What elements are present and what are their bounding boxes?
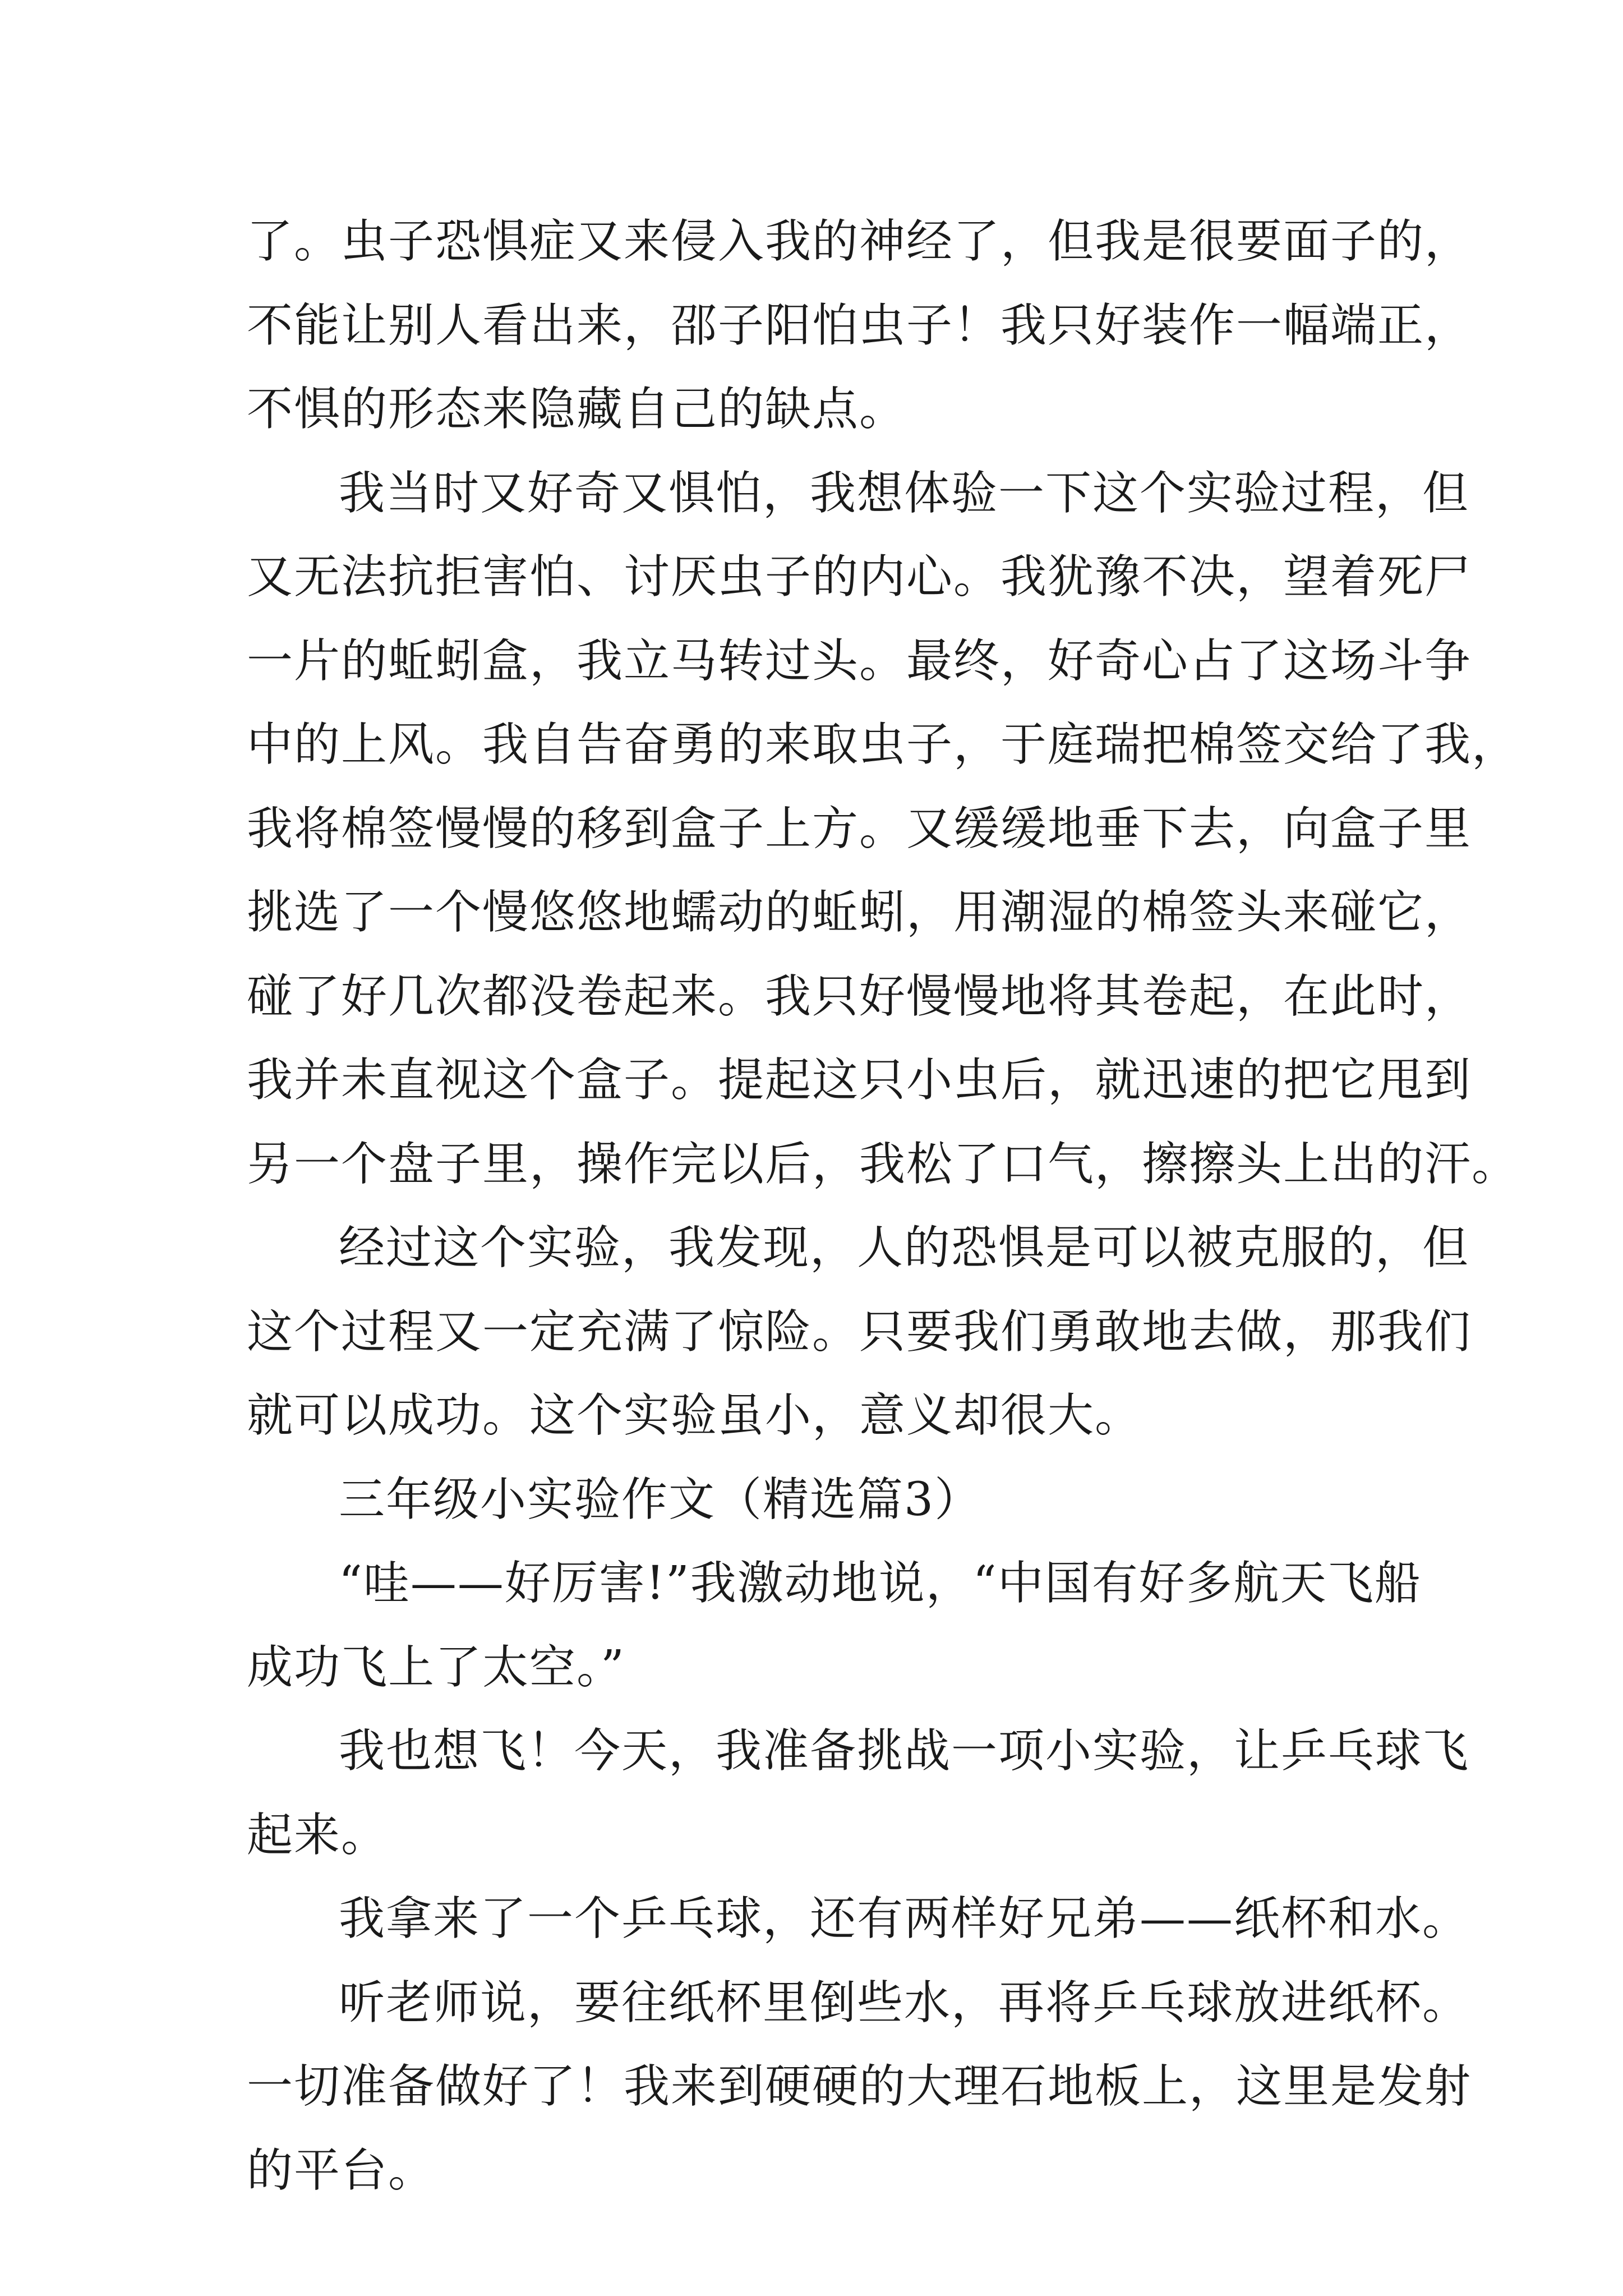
text-line: 我并未直视这个盒子。提起这只小虫后，就迅速的把它甩到	[247, 1053, 1472, 1107]
text-line: 了。虫子恐惧症又来侵入我的神经了，但我是很要面子的，	[247, 215, 1472, 268]
text-line: “哇——好厉害!”我激动地说，“中国有好多航天飞船	[339, 1557, 1422, 1610]
text-line: 我拿来了一个乒乓球，还有两样好兄弟——纸杯和水。	[339, 1892, 1470, 1945]
text-line: 不能让别人看出来，邵子阳怕虫子！我只好装作一幅端正，	[247, 298, 1472, 352]
text-line: 起来。	[247, 1808, 389, 1862]
text-line: 不惧的形态来隐藏自己的缺点。	[247, 383, 907, 436]
text-line: 碰了好几次都没卷起来。我只好慢慢地将其卷起，在此时，	[247, 969, 1472, 1023]
text-line: 成功飞上了太空。”	[247, 1640, 625, 1694]
text-line: 中的上风。我自告奋勇的来取虫子，于庭瑞把棉签交给了我，	[247, 718, 1519, 771]
section-heading: 三年级小实验作文（精选篇3）	[339, 1473, 982, 1526]
text-line: 挑选了一个慢悠悠地蠕动的蚯蚓，用潮湿的棉签头来碰它，	[247, 886, 1472, 939]
text-line: 经过这个实验，我发现，人的恐惧是可以被克服的，但	[339, 1221, 1470, 1274]
text-line: 另一个盘子里，操作完以后，我松了口气，擦擦头上出的汗。	[247, 1137, 1519, 1191]
text-line: 这个过程又一定充满了惊险。只要我们勇敢地去做，那我们	[247, 1305, 1472, 1359]
text-line: 就可以成功。这个实验虽小，意义却很大。	[247, 1389, 1142, 1442]
text-line: 的平台。	[247, 2143, 436, 2197]
text-line: 一切准备做好了！我来到硬硬的大理石地板上，这里是发射	[247, 2060, 1472, 2113]
text-line: 我当时又好奇又惧怕，我想体验一下这个实验过程，但	[339, 466, 1470, 520]
text-line: 又无法抗拒害怕、讨厌虫子的内心。我犹豫不决，望着死尸	[247, 550, 1472, 604]
text-line: 一片的蚯蚓盒，我立马转过头。最终，好奇心占了这场斗争	[247, 634, 1472, 688]
text-line: 我将棉签慢慢的移到盒子上方。又缓缓地垂下去，向盒子里	[247, 802, 1472, 855]
text-line: 听老师说，要往纸杯里倒些水，再将乒乓球放进纸杯。	[339, 1976, 1470, 2030]
text-line: 我也想飞！今天，我准备挑战一项小实验，让乒乓球飞	[339, 1724, 1470, 1778]
document-body	[247, 200, 1519, 2212]
